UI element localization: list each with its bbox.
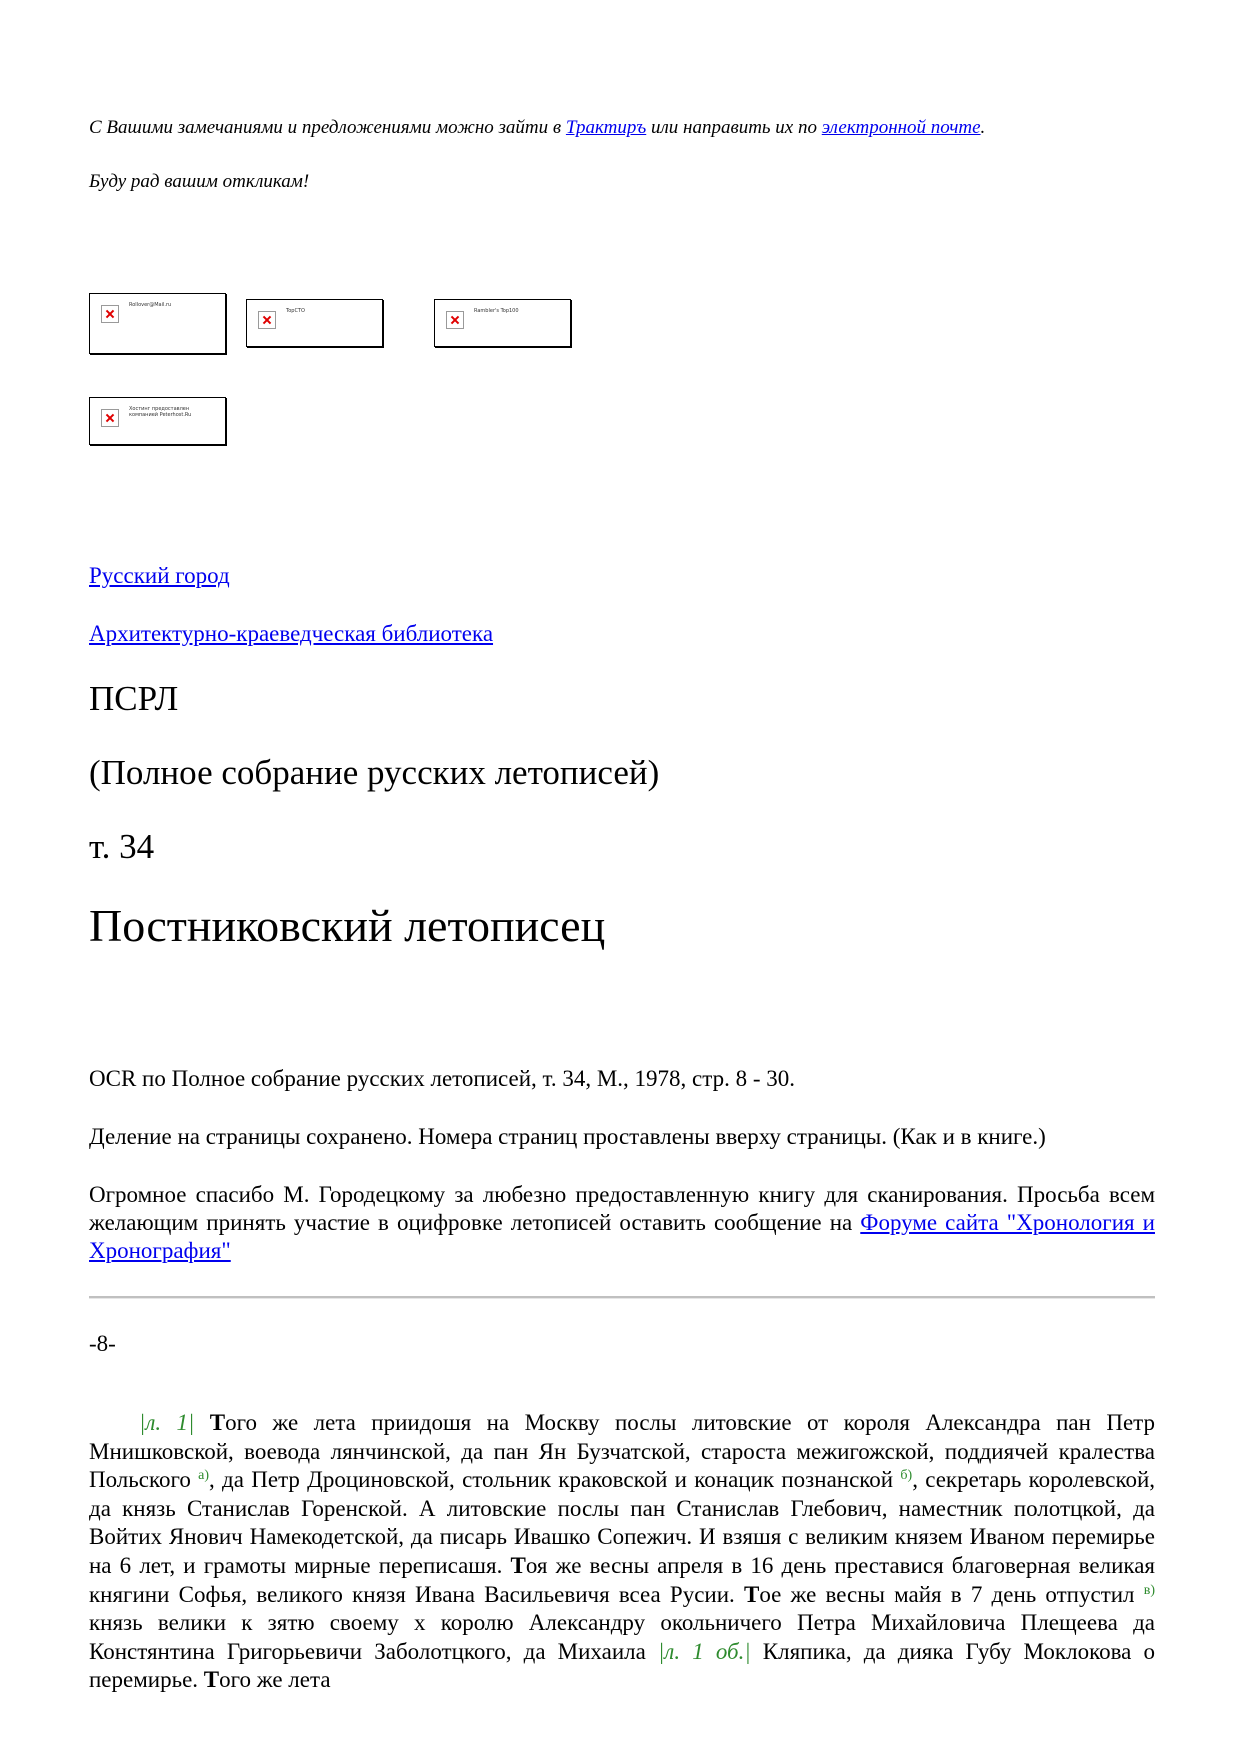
footnote-marker[interactable]: в) [1143, 1582, 1155, 1598]
text-segment: , секретарь королевской, да князь Станислав Горенской. А литовские послы пан Станислав Глебович, наместник полотцкой, да Войтих Янович Намекодетской, да писарь Ивашко Сопежич. И взяшя с великим князем Иваном перемирье на 6 лет, и грамоты мирные переписашя. [89, 1467, 1156, 1578]
footnote-marker[interactable]: б) [900, 1468, 913, 1484]
footnote-marker[interactable]: а) [198, 1468, 210, 1484]
text-segment: ого же лета приидошя на Москву послы литовские от короля Александра пан Петр Мнишковской, воевода лянчинской, да пан Ян Бузчатской, староста межигожской, поддиячей кралества Польского [89, 1410, 1155, 1493]
mail-ru-counter-badge[interactable] [89, 293, 226, 354]
ocr-source-note: OCR по Полное собрание русских летописей, т. 34, М., 1978, стр. 8 - 30. [89, 1066, 796, 1091]
broken-image-icon [446, 311, 464, 329]
initial-letter: Т [209, 1410, 226, 1435]
collection-full-heading: (Полное собрание русских летописей) [89, 753, 660, 792]
text-segment: Кляпика, да дияка Губу Моклокова о перемирье. [89, 1638, 1155, 1693]
chronicle-text [89, 1409, 1155, 1695]
forum-link[interactable]: Форуме сайта "Хронология и Хронография" [89, 1210, 1155, 1263]
pagination-note: Деление на страницы сохранено. Номера страниц проставлены вверху страницы. (Как и в книге.) [89, 1124, 1046, 1149]
thanks-text: Огромное спасибо М. Городецкому за любезно предоставленную книгу для сканирования. Просьба всем желающим принять участие в оцифровке летописей оставить сообщение на [89, 1182, 1155, 1235]
intro-text: С Вашими замечаниями и предложениями можно зайти в [89, 117, 566, 138]
collection-abbr-heading: ПСРЛ [89, 679, 179, 718]
folio-marker: |л. 1 об.| [657, 1638, 751, 1664]
page-title: Постниковский летописец [89, 900, 606, 951]
thanks-note [89, 1181, 1155, 1265]
library-link[interactable]: Архитектурно-краеведческая библиотека [89, 621, 494, 646]
initial-letter: Т [743, 1581, 760, 1607]
badge-alt-text: Rollover@Mail.ru [129, 302, 172, 308]
broken-image-icon [101, 305, 119, 323]
text-segment: князь велики к зятю своему х королю Александру окольничего Петра Михайловича Плещеева да Констянтина Григорьевичи Заболотцкого, да Михаила [89, 1610, 1155, 1664]
text-segment: оя же весны апреля в 16 день преставися благоверная великая княгини Софья, великого князя Ивана Васильевичя всеа Русии. [89, 1552, 1155, 1607]
folio-marker: |л. 1| [139, 1410, 195, 1435]
badge-alt-text: Хостинг предоставлен компанией Peterhost.Ru [129, 406, 192, 418]
rambler-top100-badge[interactable] [434, 299, 571, 347]
topcto-counter-badge[interactable] [246, 299, 383, 347]
initial-letter: Т [203, 1667, 220, 1693]
email-link[interactable]: электронной почте [821, 117, 981, 138]
peterhost-badge[interactable] [89, 397, 226, 445]
volume-heading: т. 34 [89, 827, 155, 866]
traktir-link[interactable]: Трактиръ [565, 117, 647, 138]
broken-image-icon [101, 409, 119, 427]
intro-welcome-line: Буду рад вашим откликам! [89, 171, 310, 192]
text-segment: , да Петр Дроциновской, стольник краковской и конацик познанской [209, 1467, 901, 1493]
text-segment: ое же весны майя в 7 день отпустил [759, 1581, 1144, 1607]
intro-text-end: . [980, 117, 986, 138]
broken-image-icon [258, 311, 276, 329]
intro-text-middle: или направить их по [646, 117, 822, 138]
initial-letter: Т [510, 1552, 526, 1578]
horizontal-divider [89, 1296, 1155, 1299]
intro-feedback-line [89, 116, 985, 140]
page-number: -8- [89, 1331, 116, 1356]
badge-alt-text: TopCTO [286, 308, 305, 314]
text-segment: ого же лета [219, 1667, 331, 1693]
badge-alt-text: Rambler's Top100 [474, 308, 519, 314]
russian-city-link[interactable]: Русский город [89, 563, 230, 588]
